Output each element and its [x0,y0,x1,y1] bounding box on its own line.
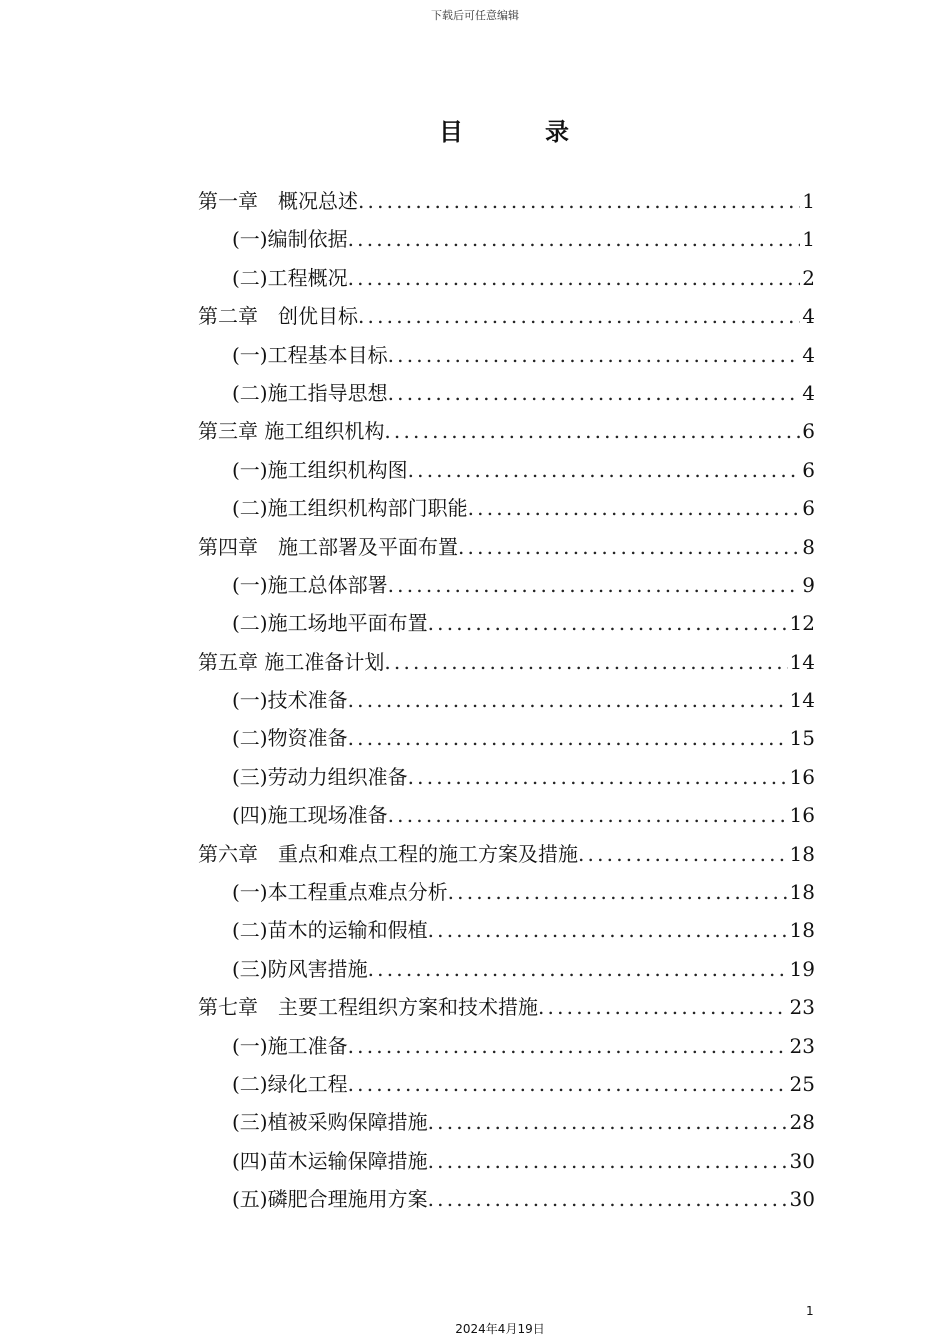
toc-entry-label: (一)施工总体部署 [232,572,388,597]
toc-entry-page: 15 [789,726,815,751]
toc-section-entry[interactable] [198,681,815,719]
toc-dot-leader [358,182,800,220]
toc-dot-leader [468,489,801,527]
toc-dot-leader [578,835,788,873]
toc-dot-leader [384,412,800,450]
toc-section-entry[interactable] [198,911,815,949]
toc-entry-page: 12 [789,611,815,636]
toc-entry-page: 16 [789,803,815,828]
toc-entry-label: 第三章 施工组织机构 [198,419,385,444]
toc-dot-leader [348,719,788,757]
toc-entry-label: 第一章 概况总述 [198,189,358,213]
toc-entry-label: (二)施工指导思想 [232,380,388,405]
toc-entry-label: (二)工程概况 [232,265,348,290]
toc-dot-leader [408,758,788,796]
toc-dot-leader [428,911,788,949]
toc-dot-leader [428,1142,788,1180]
toc-entry-label: (一)技术准备 [232,688,348,713]
toc-entry-label: (四)施工现场准备 [232,803,388,828]
toc-entry-label: (一)工程基本目标 [232,342,388,367]
toc-entry-page: 14 [789,649,815,674]
toc-dot-leader [388,566,801,604]
toc-entry-label: (三)植被采购保障措施 [232,1110,428,1135]
toc-dot-leader [538,988,788,1026]
toc-entry-page: 28 [789,1110,815,1135]
toc-section-entry[interactable] [198,374,815,412]
toc-section-entry[interactable] [198,604,815,642]
toc-entry-page: 1 [802,189,815,213]
toc-entry-label: (二)绿化工程 [232,1071,348,1096]
toc-section-entry[interactable] [198,451,815,489]
toc-title-char-1: 目 [439,118,465,146]
toc-entry-page: 6 [802,496,815,521]
toc-entry-page: 6 [802,419,815,444]
toc-entry-label: (四)苗木运输保障措施 [232,1148,428,1173]
toc-entry-page: 18 [789,880,815,905]
toc-dot-leader [448,873,788,911]
toc-section-entry[interactable] [198,1103,815,1141]
toc-entry-label: (一)施工组织机构图 [232,457,408,482]
toc-entry-label: (五)磷肥合理施用方案 [232,1187,428,1212]
toc-entry-label: (一)本工程重点难点分析 [232,880,448,905]
toc-entry-page: 16 [789,764,815,789]
toc-entry-page: 23 [789,995,815,1020]
toc-entry-label: 第五章 施工准备计划 [198,649,385,674]
toc-dot-leader [408,451,801,489]
toc-dot-leader [388,336,801,374]
toc-dot-leader [358,297,800,335]
toc-dot-leader [388,374,801,412]
toc-dot-leader [348,1065,788,1103]
toc-section-entry[interactable] [198,1027,815,1065]
toc-dot-leader [428,604,788,642]
toc-entry-label: 第二章 创优目标 [198,304,358,329]
toc-title [0,112,950,147]
toc-entry-page: 25 [789,1071,815,1096]
toc-entry-page: 23 [789,1033,815,1058]
toc-section-entry[interactable] [198,873,815,911]
toc-chapter-entry[interactable] [198,835,815,873]
toc-entry-label: (二)苗木的运输和假植 [232,918,428,943]
toc-entry-label: (一)施工准备 [232,1033,348,1058]
toc-chapter-entry[interactable] [198,297,815,335]
toc-dot-leader [348,259,801,297]
toc-chapter-entry[interactable] [198,412,815,450]
toc-section-entry[interactable] [198,566,815,604]
toc-title-char-2: 录 [545,118,571,146]
toc-dot-leader [428,1180,788,1218]
toc-dot-leader [348,681,788,719]
toc-chapter-entry[interactable] [198,988,815,1026]
toc-entry-page: 19 [789,956,815,981]
toc-dot-leader [388,796,788,834]
toc-chapter-entry[interactable] [198,528,815,566]
toc-entry-label: (二)施工组织机构部门职能 [232,496,468,521]
toc-entry-label: 第四章 施工部署及平面布置 [198,534,458,559]
page-number: 1 [806,1304,814,1318]
toc-entry-label: (二)施工场地平面布置 [232,611,428,636]
toc-entry-label: (一)编制依据 [232,227,348,252]
toc-dot-leader [348,220,801,258]
header-note: 下载后可任意编辑 [431,9,519,22]
toc-entry-page: 30 [789,1148,815,1173]
toc-entry-page: 30 [789,1187,815,1212]
toc-section-entry[interactable] [198,489,815,527]
toc-chapter-entry[interactable] [198,182,815,220]
toc-section-entry[interactable] [198,259,815,297]
toc-section-entry[interactable] [198,1180,815,1218]
toc-chapter-entry[interactable] [198,643,815,681]
toc-entry-page: 4 [802,380,815,405]
toc-entry-page: 4 [802,304,815,329]
toc-dot-leader [428,1103,788,1141]
toc-entry-page: 18 [789,918,815,943]
toc-entry-page: 6 [802,457,815,482]
toc-entry-page: 9 [802,572,815,597]
toc-dot-leader [348,1027,788,1065]
toc-section-entry[interactable] [198,796,815,834]
toc-entry-page: 14 [789,688,815,713]
toc-entry-label: 第六章 重点和难点工程的施工方案及措施 [198,841,578,866]
toc-section-entry[interactable] [198,950,815,988]
toc-entry-page: 4 [802,342,815,367]
footer-date: 2024年4月19日 [455,1322,545,1336]
toc-section-entry[interactable] [198,1142,815,1180]
toc-dot-leader [384,643,787,681]
toc-entry-page: 1 [802,227,815,252]
toc-entry-page: 18 [789,841,815,866]
toc-section-entry[interactable] [198,719,815,757]
toc-section-entry[interactable] [198,220,815,258]
toc-dot-leader [368,950,788,988]
toc-entry-label: (二)物资准备 [232,726,348,751]
toc-section-entry[interactable] [198,758,815,796]
toc-entry-label: (三)劳动力组织准备 [232,764,408,789]
toc-entry-label: 第七章 主要工程组织方案和技术措施 [198,995,538,1020]
toc-list [198,182,815,1219]
toc-entry-label: (三)防风害措施 [232,956,368,981]
toc-section-entry[interactable] [198,1065,815,1103]
toc-section-entry[interactable] [198,336,815,374]
toc-entry-page: 8 [802,534,815,559]
toc-entry-page: 2 [802,265,815,290]
toc-dot-leader [458,528,800,566]
